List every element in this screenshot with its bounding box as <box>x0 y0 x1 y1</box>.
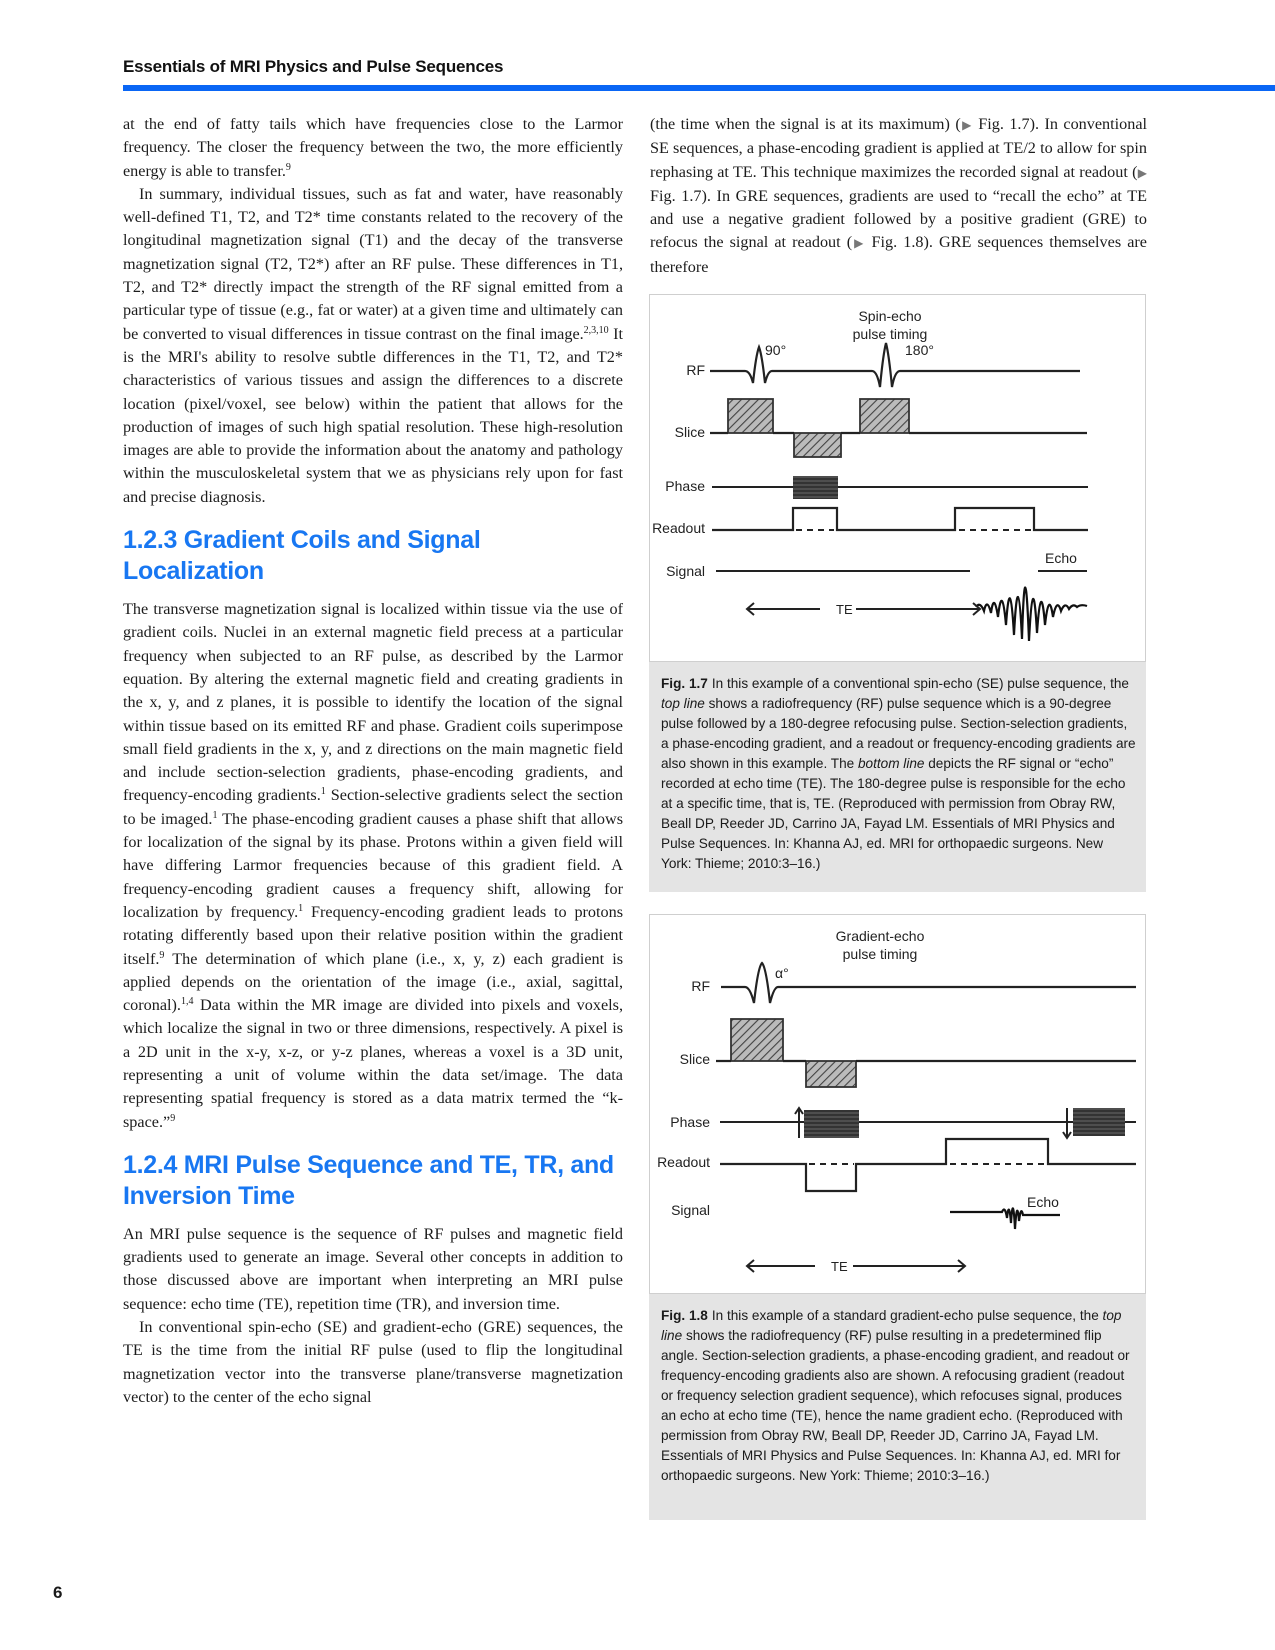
paragraph: (the time when the signal is at its maximum) (▶ Fig. 1.7). In conventional SE sequences, a phase-encoding gradient is applied at TE/2 to allow for spin rephasing at TE. This technique maximizes the recorded signal at readout (▶ Fig. 1.7). In GRE sequences, gradients are used to “recall the echo” at TE and use a negative gradient followed by a positive gradient (GRE) to refocus the signal at readout (▶ Fig. 1.8). GRE sequences themselves are therefore <box>650 115 1147 276</box>
reference-arrow-icon: ▶ <box>852 236 866 251</box>
diagram-title: Gradient-echo <box>835 928 925 944</box>
figure-1-8-caption: Fig. 1.8 In this example of a standard gradient-echo pulse sequence, the top line shows the radiofrequency (RF) pulse resulting in a predetermined flip angle. Section-selection gradients, a phase-encoding gradient, and readout or frequency-encoding gradients also are shown. A refocusing gradient (readout or frequency selection gradient sequence), which refocuses signal, produces an echo at echo time (TE), hence the name gradient echo. (Reproduced with permission from Obray RW, Beall DP, Reeder JD, Carrino JA, Fayad LM. Essentials of MRI Physics and Pulse Sequences. In: Khanna AJ, ed. MRI for orthopaedic surgeons. New York: Thieme; 2010:3–16.) <box>649 1294 1146 1520</box>
spin-echo-timing-diagram <box>650 295 1145 661</box>
te-label: TE <box>836 602 853 617</box>
citation: 9 <box>170 1112 176 1124</box>
rf-label: RF <box>691 978 710 994</box>
citation: 1 <box>320 786 326 798</box>
figure-reference-link[interactable]: Fig. 1.7 <box>650 186 702 205</box>
header-rule <box>123 85 1275 91</box>
readout-label: Readout <box>652 520 705 536</box>
phase-label: Phase <box>665 478 705 494</box>
section-heading-1-2-3: 1.2.3 Gradient Coils and Signal Localization <box>123 526 481 586</box>
reference-arrow-icon: ▶ <box>1137 165 1147 180</box>
phase-label: Phase <box>670 1114 710 1130</box>
figure-label: Fig. 1.8 <box>661 1308 708 1323</box>
flip-angle-label: α° <box>775 965 789 981</box>
te-label: TE <box>831 1259 848 1274</box>
page-number: 6 <box>53 1583 63 1602</box>
left-column <box>123 113 623 1409</box>
echo-label: Echo <box>1027 1194 1059 1210</box>
citation: 2,3,10 <box>583 324 609 336</box>
slice-label: Slice <box>679 1051 710 1067</box>
readout-label: Readout <box>657 1154 710 1170</box>
paragraph: In summary, individual tissues, such as fat and water, have reasonably well-defined T1, T2, and T2* time constants related to the recovery of the longitudinal magnetization signal (T1) and the decay of the transverse magnetization signal (T2, T2*) after an RF pulse. These differences in T1, T2, and T2* directly impact the strength of the RF signal emitted from a particular type of tissue (e.g., fat or water) at a given time and ultimately can be converted to visual differences in tissue contrast on the final image.$^{2,3,10}$ It is the MRI's ability to resolve subtle differences in the T1, T2, and T2* characteristics of various tissues and assign the differences to a discrete location (pixel/voxel, see below) within the patient that allows for the production of images of such high spatial resolution. These high-resolution images are able to provide the information about the anatomy and pathology within the musculoskeletal system that we as physicians rely upon for fast and precise diagnosis. <box>123 184 623 506</box>
paragraph: An MRI pulse sequence is the sequence of RF pulses and magnetic field gradients used to generate an image. Several other concepts in addition to those discussed above are important when interpreting an MRI pulse sequence: echo time (TE), repetition time (TR), and inversion time. <box>123 1224 623 1313</box>
figure-reference-link[interactable]: Fig. 1.7 <box>978 115 1030 133</box>
signal-label: Signal <box>671 1202 710 1218</box>
section-heading-1-2-4: 1.2.4 MRI Pulse Sequence and TE, TR, and Inversion Time <box>123 1150 614 1210</box>
diagram-title: pulse timing <box>852 326 928 342</box>
signal-label: Signal <box>666 563 705 579</box>
running-title: Essentials of MRI Physics and Pulse Sequences <box>123 57 504 76</box>
right-column <box>650 113 1147 279</box>
paragraph: at the end of fatty tails which have frequencies close to the Larmor frequency. The closer the frequency between the two, the more efficiently energy is able to transfer.$^9$ <box>123 115 623 180</box>
figure-label: Fig. 1.7 <box>661 676 708 691</box>
paragraph: The transverse magnetization signal is localized within tissue via the use of gradient coils. Nuclei in an external magnetic field precess at a particular frequency when subjected to an RF pulse, as described by the Larmor equation. By altering the external magnetic field and creating gradients in the x, y, and z planes, it is possible to identify the location of the signal within tissue based on its emitted RF and phase. Gradient coils superimpose small field gradients in the x, y, and z directions on the main magnetic field and include section-selection gradients, phase-encoding gradients, and frequency-encoding gradients.$^1$ Section-selective gradients select the section to be imaged.$^1$ The phase-encoding gradient causes a phase shift that allows for localization of the signal by its phase. Protons within a given field will have differing Larmor frequencies because of this gradient field. A frequency-encoding gradient causes a frequency shift, allowing for localization by frequency.$^1$ Frequency-encoding gradient leads to protons rotating differently based upon their relative position within the gradient itself.$^9$ The determination of which plane (i.e., x, y, z) each gradient is applied depends on the orientation of the image (i.e., axial, sagittal, coronal).$^{1,4}$ Data within the MR image are divided into pixels and voxels, which localize the signal in two or three dimensions, respectively. A pixel is a 2D unit in the x-y, x-z, or y-z planes, whereas a voxel is a 3D unit, representing a unit of volume within the data set/image. The data representing spatial frequency is stored as a data matrix termed the “k-space.”$^9$ <box>123 600 624 1131</box>
slice-label: Slice <box>674 424 705 440</box>
figure-1-7-spin-echo-diagram <box>649 294 1146 662</box>
echo-label: Echo <box>1045 550 1077 566</box>
diagram-title: pulse timing <box>842 946 918 962</box>
paragraph: In conventional spin-echo (SE) and gradient-echo (GRE) sequences, the TE is the time from the initial RF pulse (used to flip the longitudinal magnetization vector into the transverse plane/transverse magnetization vector) to the center of the echo signal <box>123 1318 623 1406</box>
citation: 1 <box>212 809 218 821</box>
citation: 1,4 <box>180 996 194 1008</box>
figure-1-7-caption: Fig. 1.7 In this example of a conventional spin-echo (SE) pulse sequence, the top line shows a radiofrequency (RF) pulse sequence which is a 90-degree pulse followed by a 180-degree refocusing pulse. Section-selection gradients, a phase-encoding gradient, and a readout or frequency-encoding gradients are also shown in this example. The bottom line depicts the RF signal or “echo” recorded at echo time (TE). The 180-degree pulse is responsible for the echo at a specific time, that is, TE. (Reproduced with permission from Obray RW, Beall DP, Reeder JD, Carrino JA, Fayad LM. Essentials of MRI Physics and Pulse Sequences. In: Khanna AJ, ed. MRI for orthopaedic surgeons. New York: Thieme; 2010:3–16.) <box>649 662 1146 892</box>
pulse-180-label: 180° <box>905 342 934 358</box>
pulse-90-label: 90° <box>765 342 787 358</box>
figure-1-8-gradient-echo-diagram <box>649 914 1146 1294</box>
figure-reference-link[interactable]: Fig. 1.8 <box>871 233 924 252</box>
citation: 9 <box>285 161 291 173</box>
diagram-title: Spin-echo <box>858 308 922 324</box>
gradient-echo-timing-diagram <box>650 915 1145 1293</box>
rf-label: RF <box>686 362 705 378</box>
citation: 1 <box>298 902 304 914</box>
citation: 9 <box>159 949 165 961</box>
reference-arrow-icon: ▶ <box>960 118 973 132</box>
